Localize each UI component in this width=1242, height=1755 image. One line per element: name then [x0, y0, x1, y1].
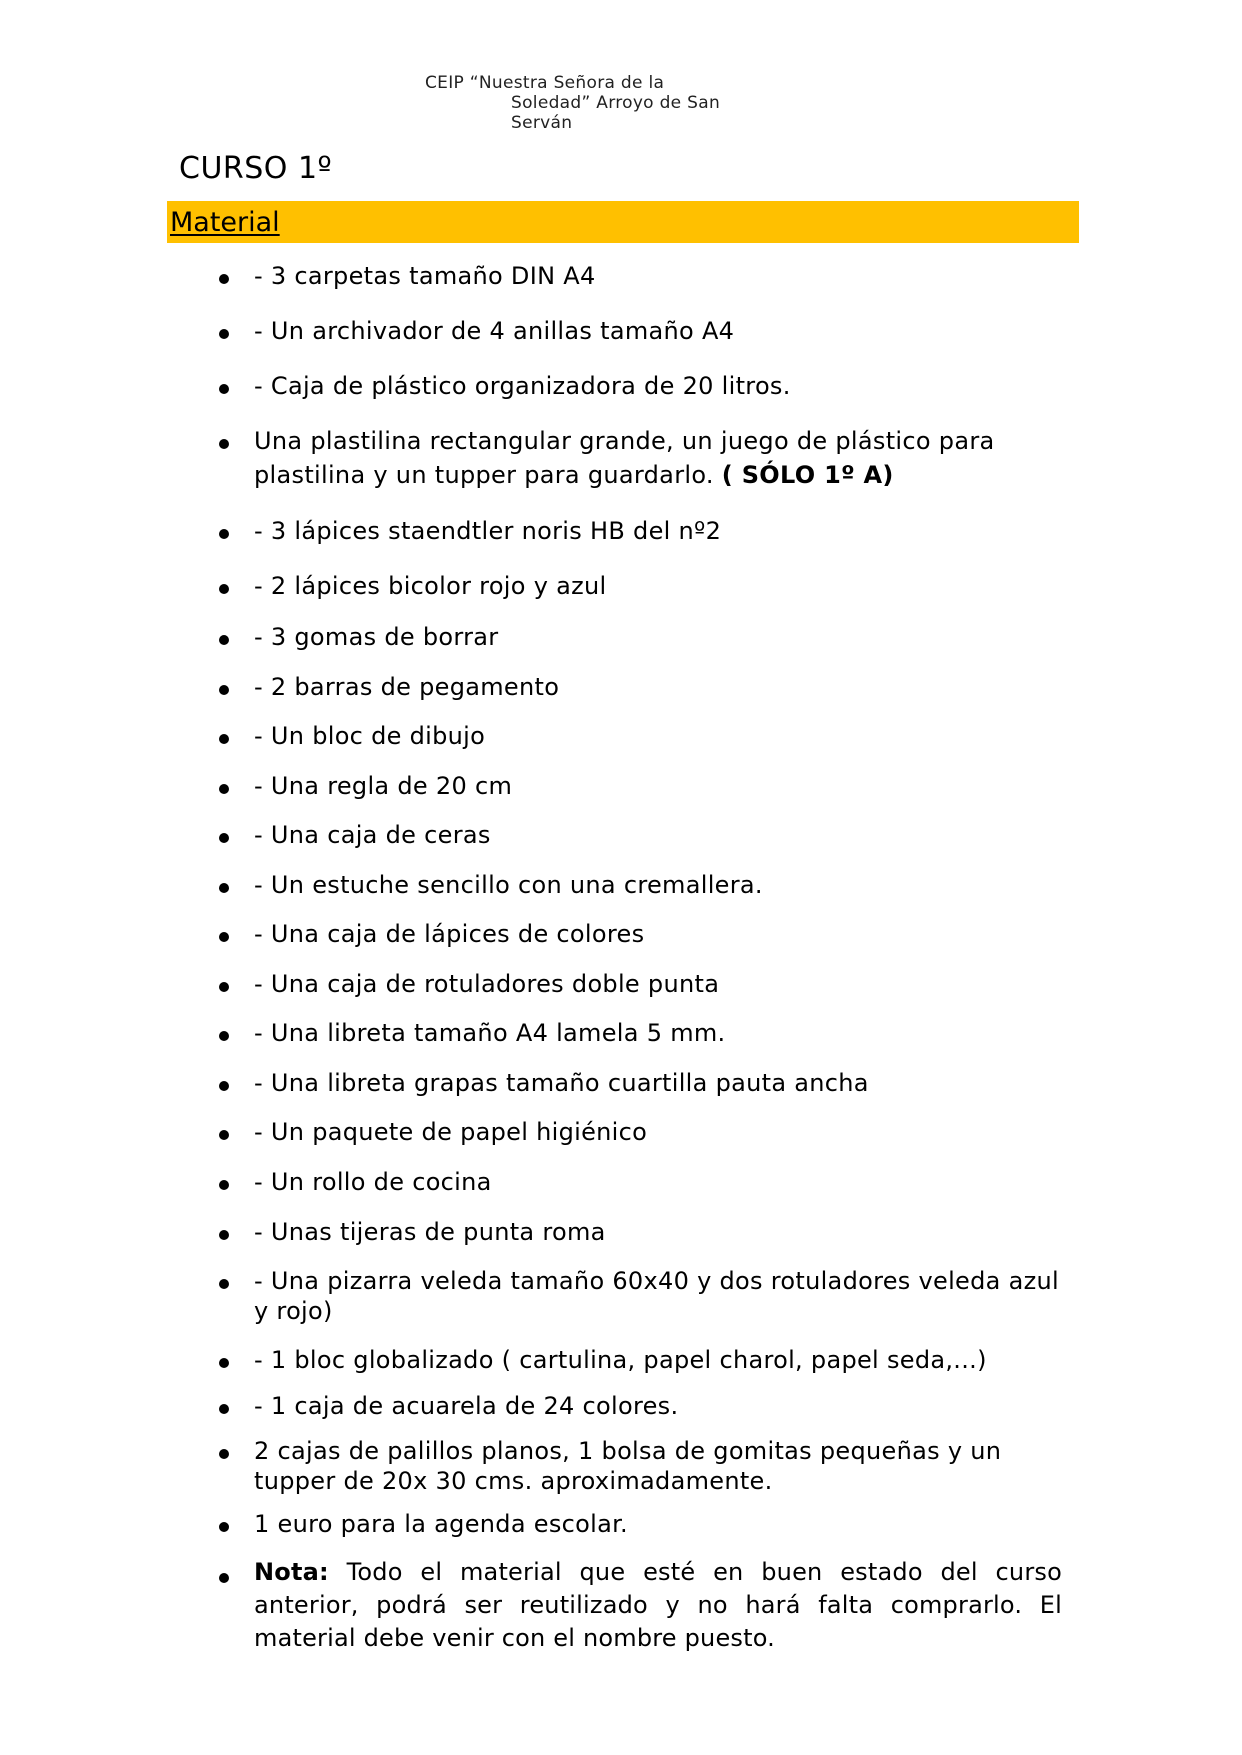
- list-item: - Un estuche sencillo con una cremallera.: [254, 871, 763, 899]
- list-item: - 2 barras de pegamento: [254, 673, 560, 701]
- list-item: - 2 lápices bicolor rojo y azul: [254, 572, 607, 600]
- group-note: ( SÓLO 1º A): [721, 461, 894, 489]
- list-item: - 3 lápices staendtler noris HB del nº2: [254, 517, 722, 545]
- section-header: [167, 201, 1079, 243]
- note-label: Nota:: [254, 1558, 329, 1586]
- bullet: [219, 329, 229, 339]
- bullet: [219, 584, 229, 594]
- school-name-line3: Serván: [511, 113, 573, 133]
- note-text: Todo el material que esté en buen estado del curso anterior, podrá ser reutilizado y no hará falta comprarlo. El material debe venir con el nombre puesto.: [254, 1558, 1062, 1652]
- school-name-line1: CEIP “Nuestra Señora de la: [425, 73, 665, 93]
- bullet: [219, 529, 229, 539]
- list-item: - Una regla de 20 cm: [254, 772, 513, 800]
- list-item: - Una pizarra veleda tamaño 60x40 y dos rotuladores veleda azul y rojo): [254, 1267, 1059, 1325]
- list-item: - Una caja de lápices de colores: [254, 920, 645, 948]
- bullet: [219, 274, 229, 284]
- list-item: - Una caja de rotuladores doble punta: [254, 970, 720, 998]
- bullet: [219, 384, 229, 394]
- list-item: - Un paquete de papel higiénico: [254, 1118, 648, 1146]
- bullet: [219, 635, 229, 645]
- list-item: - 1 bloc globalizado ( cartulina, papel charol, papel seda,...): [254, 1346, 987, 1374]
- list-item: - Un rollo de cocina: [254, 1168, 492, 1196]
- bullet: [219, 1573, 229, 1583]
- list-item: - Una caja de ceras: [254, 821, 491, 849]
- bullet: [219, 833, 229, 843]
- list-item: 2 cajas de palillos planos, 1 bolsa de gomitas pequeñas y un tupper de 20x 30 cms. aproximadamente.: [254, 1437, 1002, 1495]
- bullet: [219, 1404, 229, 1414]
- list-item-text: Una plastilina rectangular grande, un juego de plástico para plastilina y un tupper para guardarlo.: [254, 427, 995, 489]
- list-item: - Una libreta grapas tamaño cuartilla pauta ancha: [254, 1069, 869, 1097]
- note-item: [254, 1556, 1062, 1655]
- list-item: - Caja de plástico organizadora de 20 litros.: [254, 372, 791, 400]
- bullet: [219, 1180, 229, 1190]
- bullet: [219, 1279, 229, 1289]
- list-item: [254, 424, 1078, 492]
- bullet: [219, 685, 229, 695]
- section-title: Material: [170, 207, 280, 238]
- bullet: [219, 1031, 229, 1041]
- bullet: [219, 1358, 229, 1368]
- bullet: [219, 439, 229, 449]
- bullet: [219, 1081, 229, 1091]
- bullet: [219, 1130, 229, 1140]
- school-name: [425, 73, 825, 133]
- bullet: [219, 784, 229, 794]
- bullet: [219, 1230, 229, 1240]
- list-item: 1 euro para la agenda escolar.: [254, 1510, 628, 1538]
- bullet: [219, 1449, 229, 1459]
- list-item: - 3 gomas de borrar: [254, 623, 499, 651]
- list-item: - Un archivador de 4 anillas tamaño A4: [254, 317, 735, 345]
- bullet: [219, 883, 229, 893]
- list-item: - 1 caja de acuarela de 24 colores.: [254, 1392, 679, 1420]
- school-name-line2: Soledad” Arroyo de San: [511, 93, 721, 113]
- list-item: - Un bloc de dibujo: [254, 722, 486, 750]
- list-item: - 3 carpetas tamaño DIN A4: [254, 262, 596, 290]
- bullet: [219, 1522, 229, 1532]
- course-title: CURSO 1º: [179, 151, 333, 186]
- list-item: - Unas tijeras de punta roma: [254, 1218, 606, 1246]
- bullet: [219, 982, 229, 992]
- bullet: [219, 734, 229, 744]
- bullet: [219, 932, 229, 942]
- list-item: - Una libreta tamaño A4 lamela 5 mm.: [254, 1019, 726, 1047]
